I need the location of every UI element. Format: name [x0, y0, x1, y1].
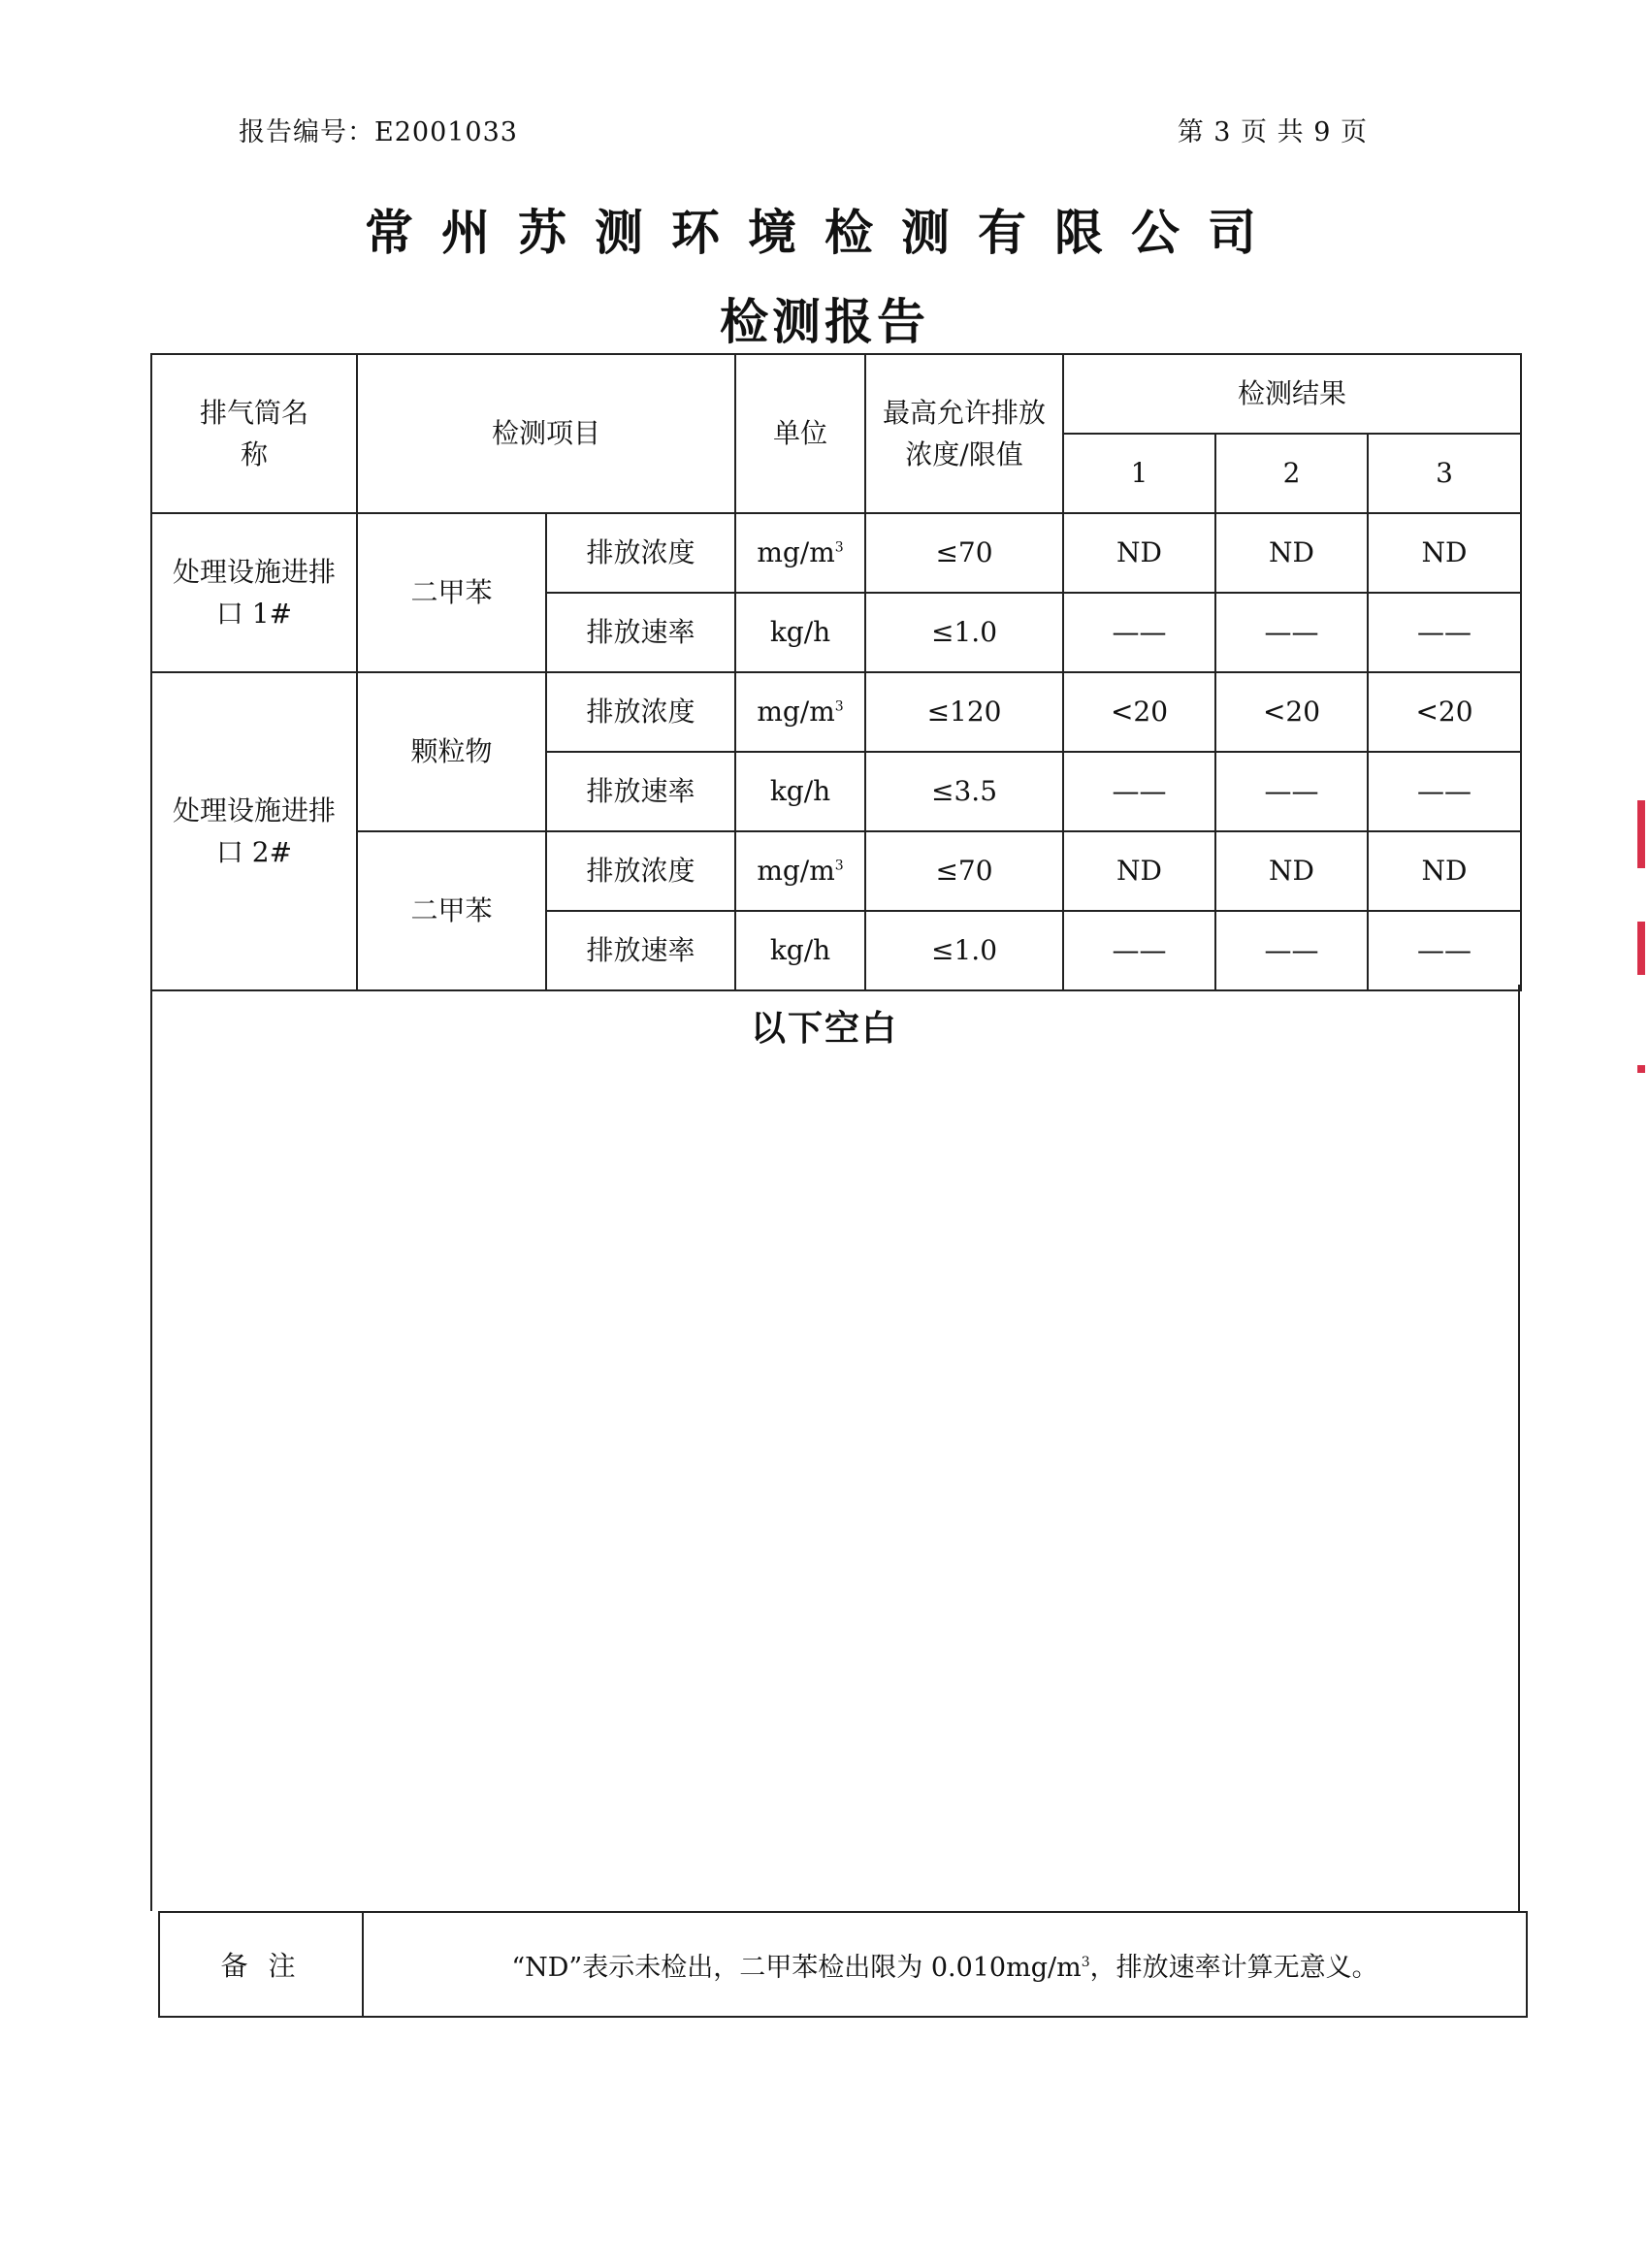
report-title: 检测报告 — [720, 294, 929, 350]
param-cell: 排放速率 — [546, 911, 735, 990]
result-cell: <20 — [1063, 672, 1215, 752]
remarks-label: 备 注 — [159, 1912, 363, 2017]
result-cell: —— — [1215, 911, 1368, 990]
result-cell: <20 — [1368, 672, 1521, 752]
result-cell: ND — [1063, 831, 1215, 911]
unit-cell: $mg/m^3$ — [735, 513, 865, 593]
limit-cell: ≤70 — [865, 513, 1063, 593]
result-cell: —— — [1368, 593, 1521, 672]
table-row — [151, 672, 1521, 752]
result-cell: ND — [1368, 513, 1521, 593]
limit-cell: ≤1.0 — [865, 593, 1063, 672]
remarks-text: “ND”表示未检出，二甲苯检出限为 $0.010mg/m^3$，排放速率计算无意义。 — [363, 1912, 1527, 2017]
header-results: 检测结果 — [1063, 354, 1521, 434]
param-cell: 排放速率 — [546, 593, 735, 672]
result-cell: —— — [1063, 911, 1215, 990]
blank-notice: 以下空白 — [750, 1009, 898, 1049]
result-cell: ND — [1063, 513, 1215, 593]
param-cell: 排放浓度 — [546, 513, 735, 593]
table-row — [151, 831, 1521, 911]
unit-cell: kg/h — [735, 593, 865, 672]
limit-cell: ≤120 — [865, 672, 1063, 752]
table-row — [151, 513, 1521, 593]
header-result-1: 1 — [1063, 434, 1215, 513]
result-cell: ND — [1215, 513, 1368, 593]
result-cell: ND — [1215, 831, 1368, 911]
pollutant-cell: 二甲苯 — [357, 831, 546, 990]
result-cell: —— — [1215, 752, 1368, 831]
limit-cell: ≤1.0 — [865, 911, 1063, 990]
unit-cell: kg/h — [735, 752, 865, 831]
result-cell: —— — [1063, 593, 1215, 672]
result-cell: —— — [1215, 593, 1368, 672]
seal-edge-mark — [1637, 922, 1645, 975]
result-cell: —— — [1368, 752, 1521, 831]
result-cell: —— — [1063, 752, 1215, 831]
result-cell: —— — [1368, 911, 1521, 990]
pollutant-cell: 颗粒物 — [357, 672, 546, 831]
header-result-3: 3 — [1368, 434, 1521, 513]
result-cell: <20 — [1215, 672, 1368, 752]
limit-cell: ≤3.5 — [865, 752, 1063, 831]
header-item: 检测项目 — [357, 354, 735, 513]
header-limit: 最高允许排放浓度/限值 — [865, 354, 1063, 513]
page-info: 第 3 页 共 9 页 — [1177, 117, 1368, 147]
stack-cell: 处理设施进排口 1# — [151, 513, 357, 672]
results-table — [150, 353, 1522, 991]
result-cell: ND — [1368, 831, 1521, 911]
company-name: 常州苏测环境检测有限公司 — [365, 205, 1284, 261]
param-cell: 排放速率 — [546, 752, 735, 831]
unit-cell: $mg/m^3$ — [735, 672, 865, 752]
seal-edge-mark — [1637, 800, 1645, 868]
unit-cell: kg/h — [735, 911, 865, 990]
header-unit: 单位 — [735, 354, 865, 513]
param-cell: 排放浓度 — [546, 672, 735, 752]
limit-cell: ≤70 — [865, 831, 1063, 911]
report-number: 报告编号：E2001033 — [239, 117, 518, 147]
header-stack-name: 排气筒名称 — [151, 354, 357, 513]
unit-cell: $mg/m^3$ — [735, 831, 865, 911]
stack-cell: 处理设施进排口 2# — [151, 672, 357, 990]
remarks-table — [158, 1911, 1528, 2018]
pollutant-cell: 二甲苯 — [357, 513, 546, 672]
param-cell: 排放浓度 — [546, 831, 735, 911]
seal-edge-mark — [1637, 1065, 1645, 1073]
blank-area — [150, 985, 1520, 1911]
header-result-2: 2 — [1215, 434, 1368, 513]
